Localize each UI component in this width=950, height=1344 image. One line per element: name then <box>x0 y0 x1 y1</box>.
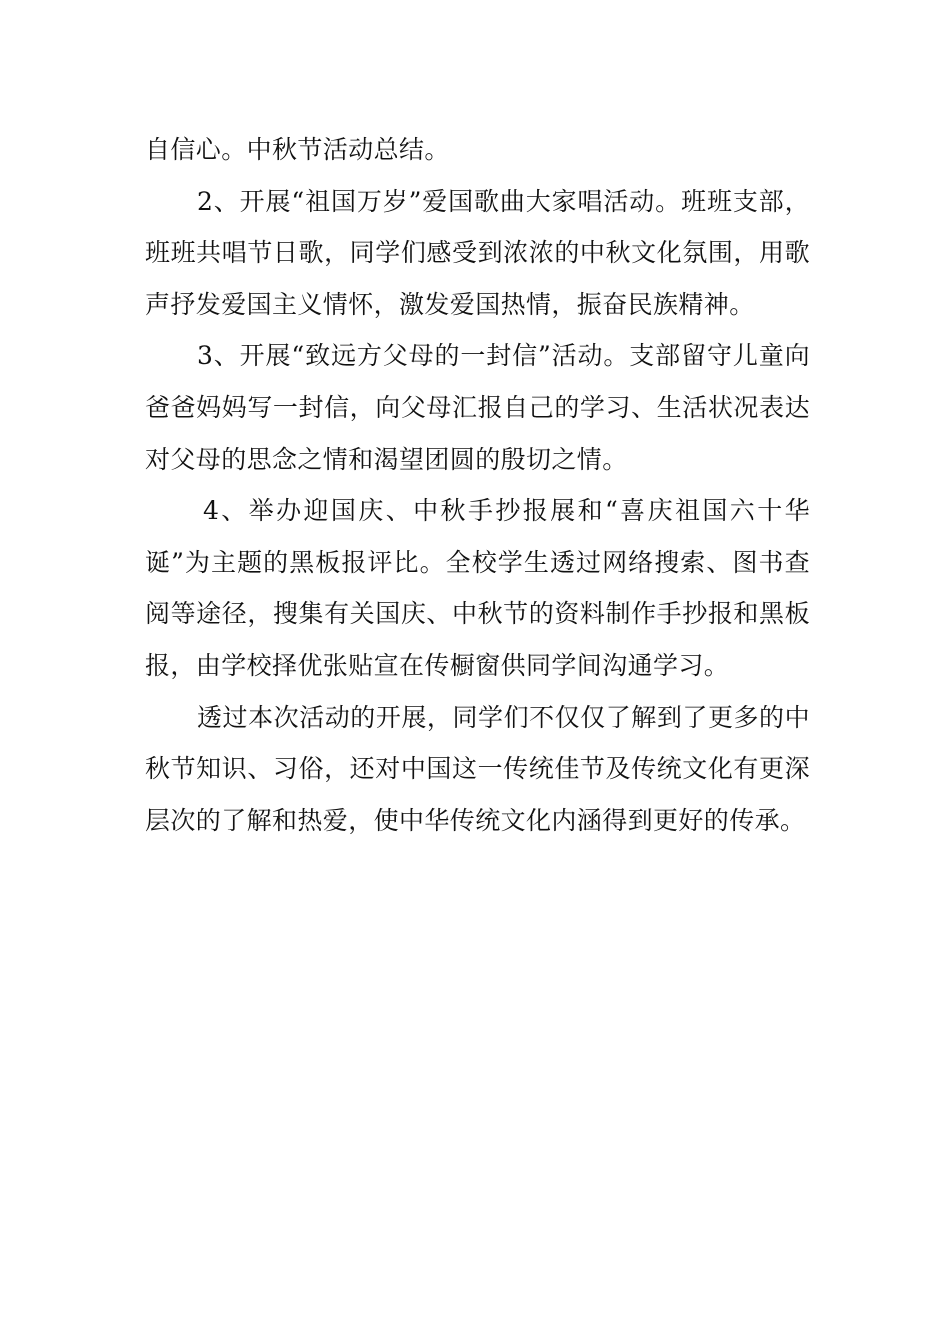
paragraph-item-2: 2、开展“祖国万岁”爱国歌曲大家唱活动。班班支部，班班共唱节日歌，同学们感受到浓浓的中秋文化氛围，用歌声抒发爱国主义情怀，激发爱国热情，振奋民族精神。 <box>145 186 810 319</box>
paragraph-item-3: 3、开展“致远方父母的一封信”活动。支部留守儿童向爸爸妈妈写一封信，向父母汇报自己的学习、生活状况表达对父母的思念之情和渴望团圆的殷切之情。 <box>145 341 810 474</box>
paragraph-item-4: 4、举办迎国庆、中秋手抄报展和“喜庆祖国六十华诞”为主题的黑板报评比。全校学生透过网络搜索、图书查阅等途径，搜集有关国庆、中秋节的资料制作手抄报和黑板报，由学校择优张贴宣在传橱窗供同学间沟通学习。 <box>145 496 810 680</box>
paragraph-continuation: 自信心。中秋节活动总结。 <box>145 135 450 164</box>
document-body <box>145 124 810 846</box>
paragraph-conclusion: 透过本次活动的开展，同学们不仅仅了解到了更多的中秋节知识、习俗，还对中国这一传统佳节及传统文化有更深层次的了解和热爱，使中华传统文化内涵得到更好的传承。 <box>145 702 810 835</box>
